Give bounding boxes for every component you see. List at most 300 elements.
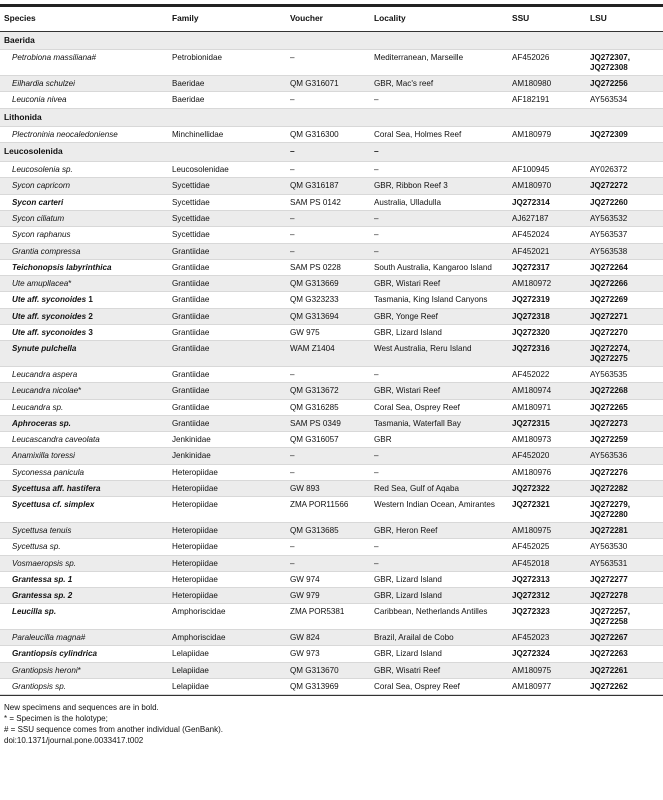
- table-row: [0, 432, 663, 448]
- family-cell: Lelapiidae: [168, 646, 286, 662]
- group-cell: [168, 31, 286, 50]
- species-marker: 1: [86, 295, 93, 305]
- table-row: [0, 448, 663, 464]
- species-cell: [0, 662, 168, 678]
- table-row: [0, 571, 663, 587]
- lsu-cell: JQ272260: [586, 194, 663, 210]
- species-name: Synute pulchella: [12, 344, 77, 354]
- group-cell: [286, 108, 370, 127]
- voucher-cell: SAM PS 0228: [286, 259, 370, 275]
- lsu-cell: AY563535: [586, 366, 663, 382]
- lsu-cell: AY563536: [586, 448, 663, 464]
- header-locality: Locality: [370, 7, 508, 31]
- table-row: [0, 604, 663, 630]
- header-species: Species: [0, 7, 168, 31]
- family-cell: Lelapiidae: [168, 678, 286, 694]
- locality-cell: Coral Sea, Osprey Reef: [370, 399, 508, 415]
- family-cell: Grantiidae: [168, 292, 286, 308]
- ssu-cell: AF452020: [508, 448, 586, 464]
- species-cell: [0, 571, 168, 587]
- species-name: Sycon ciliatum: [12, 214, 65, 223]
- species-cell: [0, 325, 168, 341]
- family-cell: Grantiidae: [168, 259, 286, 275]
- ssu-cell: AM180971: [508, 399, 586, 415]
- table-row: [0, 678, 663, 694]
- ssu-cell: AM180977: [508, 678, 586, 694]
- table-row: [0, 194, 663, 210]
- ssu-cell: JQ272313: [508, 571, 586, 587]
- table-row: [0, 178, 663, 194]
- locality-cell: GBR, Mac's reef: [370, 75, 508, 91]
- voucher-cell: GW 824: [286, 630, 370, 646]
- locality-cell: –: [370, 539, 508, 555]
- voucher-cell: QM G316187: [286, 178, 370, 194]
- table-row: [0, 243, 663, 259]
- group-cell: –: [286, 143, 370, 162]
- group-row: [0, 31, 663, 50]
- lsu-cell: JQ272277: [586, 571, 663, 587]
- group-cell: [508, 143, 586, 162]
- species-cell: [0, 630, 168, 646]
- species-name: Grantiopsis cylindrica: [12, 649, 98, 659]
- lsu-cell: JQ272274, JQ272275: [586, 341, 663, 367]
- ssu-cell: AM180970: [508, 178, 586, 194]
- species-cell: [0, 92, 168, 108]
- species-cell: [0, 341, 168, 367]
- species-name: Sycettusa tenuis: [12, 525, 72, 535]
- locality-cell: –: [370, 92, 508, 108]
- ssu-cell: JQ272320: [508, 325, 586, 341]
- ssu-cell: JQ272323: [508, 604, 586, 630]
- family-cell: Heteropiidae: [168, 464, 286, 480]
- species-name: Leucosolenia sp.: [12, 165, 73, 175]
- locality-cell: GBR, Wistari Reef: [370, 276, 508, 292]
- locality-cell: GBR, Ribbon Reef 3: [370, 178, 508, 194]
- table-row: [0, 92, 663, 108]
- family-cell: Leucosolenidae: [168, 162, 286, 178]
- species-cell: [0, 539, 168, 555]
- lsu-cell: JQ272282: [586, 481, 663, 497]
- lsu-cell: AY026372: [586, 162, 663, 178]
- voucher-cell: QM G313669: [286, 276, 370, 292]
- voucher-cell: –: [286, 243, 370, 259]
- species-cell: [0, 383, 168, 399]
- group-cell: [370, 108, 508, 127]
- voucher-cell: –: [286, 211, 370, 227]
- table-notes: [0, 695, 663, 746]
- ssu-cell: JQ272318: [508, 308, 586, 324]
- locality-cell: –: [370, 555, 508, 571]
- family-cell: Amphoriscidae: [168, 604, 286, 630]
- species-name: Sycettusa sp.: [12, 542, 61, 552]
- species-name: Ute aff. syconoides: [12, 328, 87, 338]
- locality-cell: GBR, Lizard Island: [370, 588, 508, 604]
- species-cell: [0, 276, 168, 292]
- ssu-cell: AF452018: [508, 555, 586, 571]
- ssu-cell: JQ272319: [508, 292, 586, 308]
- locality-cell: Mediterranean, Marseille: [370, 50, 508, 76]
- species-name: Sycon raphanus: [12, 230, 71, 240]
- species-cell: [0, 292, 168, 308]
- species-marker: *: [77, 665, 81, 675]
- ssu-cell: AF182191: [508, 92, 586, 108]
- group-cell: [586, 143, 663, 162]
- table-row: [0, 50, 663, 76]
- species-cell: [0, 646, 168, 662]
- ssu-cell: AJ627187: [508, 211, 586, 227]
- locality-cell: –: [370, 211, 508, 227]
- ssu-cell: JQ272314: [508, 194, 586, 210]
- species-cell: [0, 194, 168, 210]
- species-cell: [0, 162, 168, 178]
- species-name: Ute aff. syconoides: [12, 295, 87, 305]
- voucher-cell: SAM PS 0349: [286, 415, 370, 431]
- header-lsu: LSU: [586, 7, 663, 31]
- table-row: [0, 259, 663, 275]
- lsu-cell: JQ272257, JQ272258: [586, 604, 663, 630]
- voucher-cell: GW 979: [286, 588, 370, 604]
- ssu-cell: AF452022: [508, 366, 586, 382]
- voucher-cell: –: [286, 448, 370, 464]
- species-cell: [0, 432, 168, 448]
- voucher-cell: –: [286, 162, 370, 178]
- table-row: [0, 308, 663, 324]
- species-table: [0, 7, 663, 695]
- table-row: [0, 539, 663, 555]
- species-cell: [0, 178, 168, 194]
- table-row: [0, 383, 663, 399]
- header-family: Family: [168, 7, 286, 31]
- ssu-cell: JQ272324: [508, 646, 586, 662]
- species-name: Anamixilla toressi: [12, 451, 75, 461]
- locality-cell: –: [370, 162, 508, 178]
- species-name: Leucandra nicolae: [12, 386, 79, 396]
- voucher-cell: GW 973: [286, 646, 370, 662]
- species-name: Syconessa panicula: [12, 467, 84, 477]
- ssu-cell: AF452021: [508, 243, 586, 259]
- lsu-cell: JQ272269: [586, 292, 663, 308]
- lsu-cell: JQ272309: [586, 127, 663, 143]
- family-cell: Heteropiidae: [168, 588, 286, 604]
- voucher-cell: QM G316057: [286, 432, 370, 448]
- family-cell: Jenkinidae: [168, 432, 286, 448]
- species-cell: [0, 448, 168, 464]
- lsu-cell: JQ272267: [586, 630, 663, 646]
- family-cell: Baeridae: [168, 92, 286, 108]
- family-cell: Grantiidae: [168, 243, 286, 259]
- lsu-cell: JQ272266: [586, 276, 663, 292]
- species-cell: [0, 555, 168, 571]
- lsu-cell: JQ272263: [586, 646, 663, 662]
- lsu-cell: AY563530: [586, 539, 663, 555]
- lsu-cell: JQ272264: [586, 259, 663, 275]
- locality-cell: South Australia, Kangaroo Island: [370, 259, 508, 275]
- table-row: [0, 415, 663, 431]
- species-cell: [0, 522, 168, 538]
- species-cell: [0, 481, 168, 497]
- species-name: Sycettusa cf. simplex: [12, 500, 95, 510]
- voucher-cell: –: [286, 555, 370, 571]
- locality-cell: Coral Sea, Holmes Reef: [370, 127, 508, 143]
- lsu-cell: JQ272265: [586, 399, 663, 415]
- ssu-cell: AM180974: [508, 383, 586, 399]
- locality-cell: GBR: [370, 432, 508, 448]
- voucher-cell: –: [286, 366, 370, 382]
- species-cell: [0, 604, 168, 630]
- lsu-cell: JQ272278: [586, 588, 663, 604]
- ssu-cell: JQ272315: [508, 415, 586, 431]
- species-marker: 2: [86, 311, 93, 321]
- ssu-cell: AF452025: [508, 539, 586, 555]
- locality-cell: GBR, Lizard Island: [370, 571, 508, 587]
- lsu-cell: JQ272256: [586, 75, 663, 91]
- species-name: Grantessa sp. 2: [12, 591, 73, 601]
- ssu-cell: AM180975: [508, 662, 586, 678]
- table-row: [0, 481, 663, 497]
- family-cell: Heteropiidae: [168, 497, 286, 523]
- locality-cell: –: [370, 366, 508, 382]
- group-cell: [168, 143, 286, 162]
- species-name: Leucandra aspera: [12, 369, 78, 379]
- species-cell: [0, 227, 168, 243]
- voucher-cell: QM G313969: [286, 678, 370, 694]
- species-marker: *: [78, 386, 82, 396]
- family-cell: Grantiidae: [168, 399, 286, 415]
- family-cell: Sycettidae: [168, 194, 286, 210]
- lsu-cell: AY563531: [586, 555, 663, 571]
- ssu-cell: JQ272316: [508, 341, 586, 367]
- group-cell: [508, 31, 586, 50]
- header-voucher: Voucher: [286, 7, 370, 31]
- table-row: [0, 127, 663, 143]
- voucher-cell: GW 975: [286, 325, 370, 341]
- ssu-cell: AM180975: [508, 522, 586, 538]
- family-cell: Heteropiidae: [168, 555, 286, 571]
- locality-cell: Western Indian Ocean, Amirantes: [370, 497, 508, 523]
- family-cell: Grantiidae: [168, 366, 286, 382]
- species-cell: [0, 366, 168, 382]
- lsu-cell: AY563534: [586, 92, 663, 108]
- species-name: Grantessa sp. 1: [12, 574, 73, 584]
- species-cell: [0, 588, 168, 604]
- locality-cell: GBR, Heron Reef: [370, 522, 508, 538]
- species-cell: [0, 50, 168, 76]
- ssu-cell: AF100945: [508, 162, 586, 178]
- table-body: [0, 31, 663, 695]
- group-cell: [286, 31, 370, 50]
- species-cell: [0, 678, 168, 694]
- lsu-cell: JQ272259: [586, 432, 663, 448]
- species-name: Sycettusa aff. hastifera: [12, 484, 101, 494]
- ssu-cell: AM180972: [508, 276, 586, 292]
- species-name: Leucilla sp.: [12, 607, 57, 617]
- family-cell: Petrobionidae: [168, 50, 286, 76]
- locality-cell: Coral Sea, Osprey Reef: [370, 678, 508, 694]
- note-ssu: # = SSU sequence comes from another individual (GenBank).: [4, 724, 224, 734]
- group-cell: [168, 108, 286, 127]
- locality-cell: Australia, Ulladulla: [370, 194, 508, 210]
- table-row: [0, 211, 663, 227]
- lsu-cell: JQ272271: [586, 308, 663, 324]
- voucher-cell: SAM PS 0142: [286, 194, 370, 210]
- species-name: Grantiopsis heroni: [12, 665, 78, 675]
- species-name: Sycon capricorn: [12, 181, 71, 191]
- group-cell: –: [370, 143, 508, 162]
- ssu-cell: JQ272321: [508, 497, 586, 523]
- voucher-cell: QM G316300: [286, 127, 370, 143]
- species-name: Ute aff. syconoides: [12, 311, 87, 321]
- species-name: Plectroninia neocaledoniense: [12, 130, 118, 140]
- table-row: [0, 662, 663, 678]
- table-row: [0, 497, 663, 523]
- family-cell: Grantiidae: [168, 415, 286, 431]
- locality-cell: GBR, Yonge Reef: [370, 308, 508, 324]
- family-cell: Grantiidae: [168, 383, 286, 399]
- locality-cell: GBR, Wistari Reef: [370, 383, 508, 399]
- table-row: [0, 646, 663, 662]
- species-name: Grantia compressa: [12, 246, 81, 256]
- species-cell: [0, 127, 168, 143]
- group-name: Baerida: [0, 31, 168, 50]
- group-name: Lithonida: [0, 108, 168, 127]
- ssu-cell: AF452023: [508, 630, 586, 646]
- species-cell: [0, 399, 168, 415]
- locality-cell: GBR, Lizard Island: [370, 646, 508, 662]
- family-cell: Baeridae: [168, 75, 286, 91]
- lsu-cell: JQ272307, JQ272308: [586, 50, 663, 76]
- locality-cell: Red Sea, Gulf of Aqaba: [370, 481, 508, 497]
- locality-cell: GBR, Wisatri Reef: [370, 662, 508, 678]
- ssu-cell: AF452024: [508, 227, 586, 243]
- voucher-cell: ZMA POR5381: [286, 604, 370, 630]
- voucher-cell: QM G313672: [286, 383, 370, 399]
- voucher-cell: –: [286, 92, 370, 108]
- locality-cell: GBR, Lizard Island: [370, 325, 508, 341]
- species-name: Paraleucilla magna: [12, 633, 81, 643]
- voucher-cell: –: [286, 227, 370, 243]
- group-cell: [586, 31, 663, 50]
- family-cell: Heteropiidae: [168, 539, 286, 555]
- species-name: Sycon carteri: [12, 197, 64, 207]
- table-row: [0, 366, 663, 382]
- locality-cell: West Australia, Reru Island: [370, 341, 508, 367]
- family-cell: Grantiidae: [168, 276, 286, 292]
- voucher-cell: –: [286, 50, 370, 76]
- family-cell: Grantiidae: [168, 308, 286, 324]
- voucher-cell: WAM Z1404: [286, 341, 370, 367]
- group-cell: [370, 31, 508, 50]
- ssu-cell: AF452026: [508, 50, 586, 76]
- species-cell: [0, 464, 168, 480]
- group-name: Leucosolenida: [0, 143, 168, 162]
- family-cell: Jenkinidae: [168, 448, 286, 464]
- table-row: [0, 162, 663, 178]
- locality-cell: –: [370, 227, 508, 243]
- lsu-cell: JQ272281: [586, 522, 663, 538]
- note-doi: doi:10.1371/journal.pone.0033417.t002: [4, 735, 144, 745]
- voucher-cell: QM G316285: [286, 399, 370, 415]
- family-cell: Sycettidae: [168, 211, 286, 227]
- ssu-cell: AM180973: [508, 432, 586, 448]
- family-cell: Heteropiidae: [168, 481, 286, 497]
- table-row: [0, 588, 663, 604]
- family-cell: Heteropiidae: [168, 571, 286, 587]
- voucher-cell: –: [286, 539, 370, 555]
- lsu-cell: AY563538: [586, 243, 663, 259]
- lsu-cell: JQ272276: [586, 464, 663, 480]
- family-cell: Grantiidae: [168, 341, 286, 367]
- species-name: Eilhardia schulzei: [12, 78, 75, 88]
- ssu-cell: JQ272312: [508, 588, 586, 604]
- header-row: [0, 7, 663, 31]
- locality-cell: –: [370, 243, 508, 259]
- lsu-cell: JQ272273: [586, 415, 663, 431]
- species-cell: [0, 211, 168, 227]
- family-cell: Heteropiidae: [168, 522, 286, 538]
- lsu-cell: JQ272270: [586, 325, 663, 341]
- locality-cell: –: [370, 448, 508, 464]
- locality-cell: Tasmania, King Island Canyons: [370, 292, 508, 308]
- species-cell: [0, 415, 168, 431]
- group-cell: [586, 108, 663, 127]
- locality-cell: Caribbean, Netherlands Antilles: [370, 604, 508, 630]
- ssu-cell: AM180979: [508, 127, 586, 143]
- voucher-cell: –: [286, 464, 370, 480]
- group-cell: [508, 108, 586, 127]
- note-holotype: * = Specimen is the holotype;: [4, 714, 108, 723]
- species-cell: [0, 243, 168, 259]
- species-name: Leuconia nivea: [12, 95, 67, 105]
- locality-cell: –: [370, 464, 508, 480]
- voucher-cell: GW 893: [286, 481, 370, 497]
- family-cell: Sycettidae: [168, 178, 286, 194]
- lsu-cell: JQ272262: [586, 678, 663, 694]
- table-row: [0, 555, 663, 571]
- species-cell: [0, 259, 168, 275]
- voucher-cell: GW 974: [286, 571, 370, 587]
- table-row: [0, 276, 663, 292]
- species-marker: #: [80, 633, 86, 643]
- group-row: [0, 143, 663, 162]
- ssu-cell: AM180980: [508, 75, 586, 91]
- locality-cell: Tasmania, Waterfall Bay: [370, 415, 508, 431]
- lsu-cell: AY563537: [586, 227, 663, 243]
- voucher-cell: ZMA POR11566: [286, 497, 370, 523]
- group-row: [0, 108, 663, 127]
- table-row: [0, 292, 663, 308]
- header-ssu: SSU: [508, 7, 586, 31]
- species-name: Aphroceras sp.: [12, 418, 71, 428]
- ssu-cell: AM180976: [508, 464, 586, 480]
- table-row: [0, 399, 663, 415]
- species-cell: [0, 497, 168, 523]
- voucher-cell: QM G313694: [286, 308, 370, 324]
- lsu-cell: JQ272268: [586, 383, 663, 399]
- lsu-cell: JQ272261: [586, 662, 663, 678]
- species-name: Vosmaeropsis sp.: [12, 558, 77, 568]
- family-cell: Grantiidae: [168, 325, 286, 341]
- lsu-cell: AY563532: [586, 211, 663, 227]
- family-cell: Minchinellidae: [168, 127, 286, 143]
- family-cell: Sycettidae: [168, 227, 286, 243]
- table-row: [0, 227, 663, 243]
- table-row: [0, 75, 663, 91]
- species-name: Leucandra sp.: [12, 402, 64, 412]
- ssu-cell: JQ272317: [508, 259, 586, 275]
- species-name: Petrobiona massiliana: [12, 53, 92, 63]
- family-cell: Lelapiidae: [168, 662, 286, 678]
- table-row: [0, 522, 663, 538]
